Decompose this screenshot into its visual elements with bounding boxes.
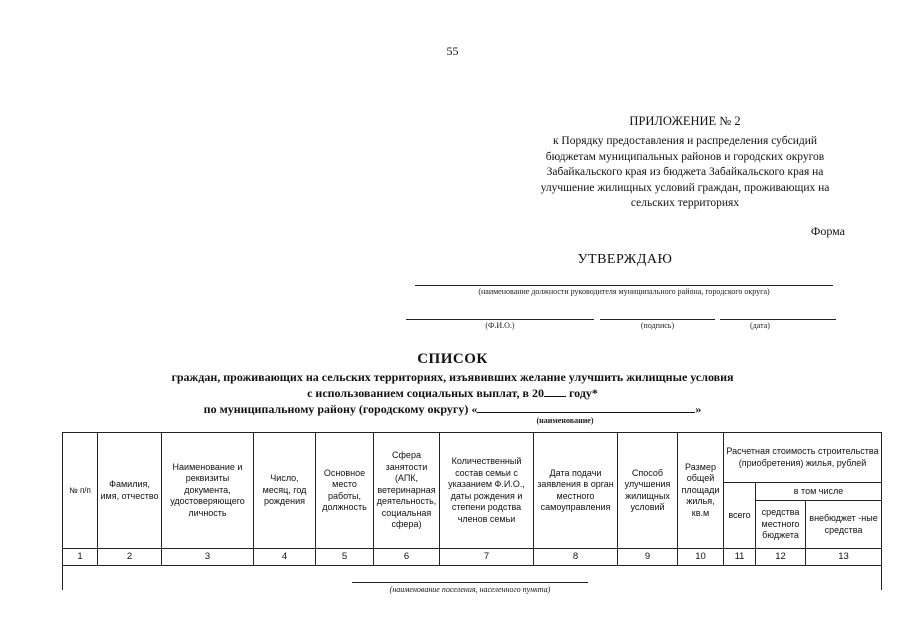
- column-number: 9: [618, 549, 678, 566]
- position-caption: (наименование должности руководителя муниципального района, городского округа): [478, 287, 770, 296]
- column-number: 13: [806, 549, 882, 566]
- list-subtitle-line2: [0, 386, 905, 401]
- header-birth-date: Число, месяц, год рождения: [254, 433, 316, 549]
- date-line: [720, 319, 836, 320]
- appendix-line: бюджетам муниципальных районов и городских округов: [545, 150, 825, 163]
- column-number: 5: [316, 549, 374, 566]
- header-total: всего: [724, 483, 756, 549]
- appendix-description: [510, 134, 860, 212]
- header-row-number: № п/п: [63, 433, 98, 549]
- fio-signature-line: [406, 319, 594, 320]
- header-including: в том числе: [756, 483, 882, 501]
- column-number: 4: [254, 549, 316, 566]
- column-number: 10: [678, 549, 724, 566]
- column-number: 1: [63, 549, 98, 566]
- column-number: 2: [98, 549, 162, 566]
- header-workplace: Основное место работы, должность: [316, 433, 374, 549]
- year-text-start: с использованием социальных выплат, в 20: [307, 386, 545, 400]
- signature-line: [600, 319, 715, 320]
- page-number: 55: [446, 44, 459, 58]
- header-identity-document: Наименование и реквизиты документа, удостоверяющего личность: [162, 433, 254, 549]
- list-title: СПИСОК: [417, 351, 488, 367]
- list-subtitle-line3: [0, 402, 905, 417]
- header-application-date: Дата подачи заявления в орган местного самоуправления: [534, 433, 618, 549]
- year-text-end: году*: [566, 386, 598, 400]
- year-blank[interactable]: [544, 396, 566, 397]
- header-local-budget: средства местного бюджета: [756, 501, 806, 549]
- position-signature-line: [415, 285, 833, 286]
- column-number: 11: [724, 549, 756, 566]
- header-estimated-cost: Расчетная стоимость строительства (приобретения) жилья, рублей: [724, 433, 882, 483]
- header-employment-sphere: Сфера занятости (АПК, ветеринарная деятельность, социальная сфера): [374, 433, 440, 549]
- appendix-line: улучшение жилищных условий граждан, проживающих на: [540, 181, 830, 194]
- list-subtitle-line1: граждан, проживающих на сельских территориях, изъявивших желание улучшить жилищные условия: [171, 370, 734, 384]
- date-caption: (дата): [750, 321, 770, 330]
- district-text-end: »: [695, 402, 702, 416]
- header-extrabudgetary: внебюджет -ные средства: [806, 501, 882, 549]
- settlement-name-line: [352, 582, 588, 583]
- header-family-composition: Количественный состав семьи с указанием Ф.И.О., даты рождения и степени родства членов семьи: [440, 433, 534, 549]
- signature-caption: (подпись): [640, 321, 675, 330]
- district-name-caption: (наименование): [536, 416, 594, 425]
- column-number: 3: [162, 549, 254, 566]
- fio-caption: (Ф.И.О.): [485, 321, 515, 330]
- appendix-title: ПРИЛОЖЕНИЕ № 2: [629, 114, 741, 128]
- appendix-line: к Порядку предоставления и распределения субсидий: [552, 135, 818, 147]
- column-number: 8: [534, 549, 618, 566]
- column-number-row: [63, 549, 882, 566]
- header-full-name: Фамилия, имя, отчество: [98, 433, 162, 549]
- approval-heading: УТВЕРЖДАЮ: [577, 252, 673, 267]
- column-number: 7: [440, 549, 534, 566]
- district-text-start: по муниципальному району (городскому округу) «: [203, 402, 478, 416]
- header-housing-area: Размер общей площади жилья, кв.м: [678, 433, 724, 549]
- settlement-caption: (наименование поселения, населенного пункта): [389, 585, 551, 594]
- appendix-line: сельских территориях: [630, 197, 740, 209]
- district-name-blank[interactable]: [477, 412, 695, 413]
- appendix-line: Забайкальского края из бюджета Забайкальского края на: [546, 166, 824, 178]
- header-improvement-method: Способ улучшения жилищных условий: [618, 433, 678, 549]
- column-number: 6: [374, 549, 440, 566]
- column-number: 12: [756, 549, 806, 566]
- citizens-table: [62, 432, 882, 590]
- form-label: Форма: [810, 224, 845, 238]
